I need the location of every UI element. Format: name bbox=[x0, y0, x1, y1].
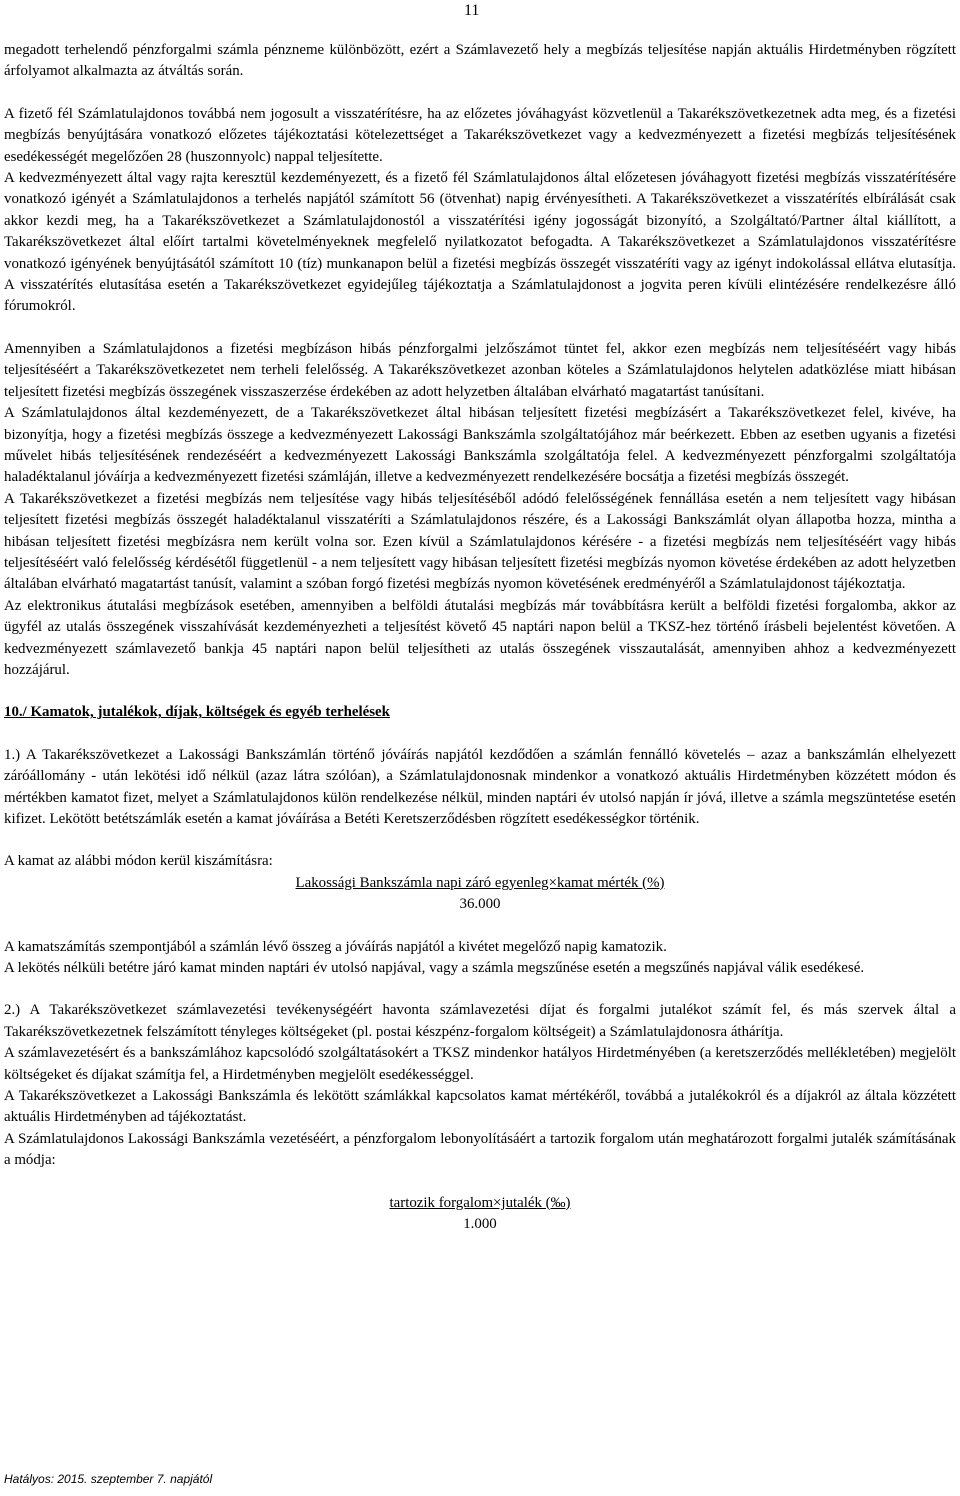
paragraph: A Számlatulajdonos által kezdeményezett, de a Takarékszövetkezet által hibásan teljesített fizetési megbízásért a Takarékszövetkezet felel, kivéve, ha bizonyítja, hogy a fizetési megbízás összege a kedvezményezett Lakossági Bankszámla szolgáltatójához már beérkezett. Ebben az esetben ugyanis a fizetési művelet hibás teljesítésének rendezéséért a kedvezményezett Lakossági Bankszámla szolgáltatója felel. A kedvezményezett pénzforgalmi szolgáltatója haladéktalanul jóváírja a kedvezményezett fizetési számláján, illetve a kedvezményezett rendelkezésére bocsátja a fizetési megbízás összegét. bbox=[4, 405, 956, 486]
page-number: 11 bbox=[464, 2, 480, 19]
paragraph: A kamat az alábbi módon kerül kiszámításra: bbox=[4, 853, 273, 870]
interest-formula bbox=[4, 873, 956, 916]
paragraph: A kedvezményezett által vagy rajta keresztül kezdeményezett, és a fizető fél Számlatulajdonos által előzetesen jóváhagyott fizetési megbízás visszatérítésére vonatkozó igényét a Számlatulajdonos a terhelés napjától számított 56 (ötvenhat) napig érvényesítheti. A Takarékszövetkezet a visszatérítés elbírálását csak akkor kezdi meg, ha a Takarékszövetkezet a Számlatulajdonostól a visszatérítési igény jogosságát bizonyító, a Szolgáltató/Partner által kiállított, a Takarékszövetkezet által előírt tartalmi követelményeknek megfelelő nyilatkozatot befogadta. A Takarékszövetkezet a Számlatulajdonos visszatérítésre vonatkozó igényének benyújtásától számított 10 (tíz) munkanapon belül a fizetési megbízás összegét visszatéríti vagy az igényt indokolással ellátva elutasítja. A visszatérítés elutasítása esetén a Takarékszövetkezet egyidejűleg tájékoztatja a Számlatulajdonost a jogvita peren kívüli elintézésére rendelkezésre álló fórumokról. bbox=[4, 170, 956, 315]
paragraph: megadott terhelendő pénzforgalmi számla pénzneme különbözött, ezért a Számlavezető hely a megbízás teljesítése napján aktuális Hirdetményben rögzített árfolyamot alkalmazta az átváltás során. bbox=[4, 42, 956, 80]
footer-effective-date: Hatályos: 2015. szeptember 7. napjától bbox=[4, 1472, 213, 1486]
paragraph: A Takarékszövetkezet a fizetési megbízás nem teljesítése vagy hibás teljesítéséből adódó felelősségének fennállása esetén a nem teljesített vagy hibásan teljesített fizetési megbízás összegét haladéktalanul visszatéríti a Számlatulajdonos részére, és a Lakossági Bankszámlát olyan állapotba hozza, mintha a hibásan teljesített fizetési megbízásra nem került volna sor. Ezen kívül a Számlatulajdonos kérésére - a fizetési megbízás nem teljesítéséért vagy hibás teljesítéséért való felelősség kérdésétől függetlenül - a nem teljesített vagy hibásan teljesített fizetési megbízás nyomon követése érdekében az adott helyzetben általában elvárható magatartást tanúsít, valamint a szóban forgó fizetési megbízás nyomon követésének eredményéről a Számlatulajdonost tájékoztatja. bbox=[4, 490, 956, 593]
paragraph: A kamatszámítás szempontjából a számlán lévő összeg a jóváírás napjától a kivétet megelőző napig kamatozik. bbox=[4, 938, 667, 955]
document-body bbox=[4, 40, 956, 1236]
formula-denominator: 36.000 bbox=[459, 896, 501, 913]
document-page bbox=[4, 0, 956, 1496]
paragraph: A Számlatulajdonos Lakossági Bankszámla vezetéséért, a pénzforgalom lebonyolításáért a tartozik forgalom után meghatározott forgalmi jutalék számításának a módja: bbox=[4, 1130, 956, 1169]
paragraph: A lekötés nélküli betétre járó kamat minden naptári év utolsó napjával, vagy a számla megszűnése esetén a megszűnés napjával válik esedékesé. bbox=[4, 960, 865, 977]
paragraph: A fizető fél Számlatulajdonos továbbá nem jogosult a visszatérítésre, ha az előzetes jóváhagyást közvetlenül a Takarékszövetkezetnek adta meg, és a fizetési megbízás benyújtására vonatkozó előzetes tájékoztatási kötelezettséget a Takarékszövetkezet vagy a kedvezményezett a fizetési megbízás teljesítésének esedékességét megelőzően 28 (huszonnyolc) nappal teljesítette. bbox=[4, 105, 956, 165]
formula-denominator: 1.000 bbox=[463, 1216, 497, 1233]
paragraph: 1.) A Takarékszövetkezet a Lakossági Bankszámlán történő jóváírás napjától kezdődően a számlán fennálló követelés – azaz a bankszámlán elhelyezett záróállomány - után lekötési idő nélkül (azaz látra szólóan), a Számlatulajdonosnak mindenkor a vonatkozó aktuális Hirdetményben közzétett módon és mértékben kamatot fizet, melyet a Számlatulajdonos külön rendelkezése nélkül, minden naptári év utolsó napján ír jóvá, illetve a számla megszüntetése esetén kifizet. Lekötött betétszámlák esetén a kamat jóváírása a Betéti Keretszerződésben rögzített esedékességkor történik. bbox=[4, 746, 956, 827]
section-heading: 10./ Kamatok, jutalékok, díjak, költségek és egyéb terhelések bbox=[4, 704, 390, 721]
paragraph: Amennyiben a Számlatulajdonos a fizetési megbízáson hibás pénzforgalmi jelzőszámot tüntet fel, akkor ezen megbízás nem teljesítéséért vagy hibás teljesítéséért a Takarékszövetkezetet nem terheli felelősség. A Takarékszövetkezet azonban köteles a Számlatulajdonos helytelen adatközlése miatt hibásan teljesített fizetési megbízás összegének visszaszerzése érdekében az adott helyzetben általában elvárható magatartást tanúsítani. bbox=[4, 340, 956, 400]
paragraph: 2.) A Takarékszövetkezet számlavezetési tevékenységéért havonta számlavezetési díjat és forgalmi jutalékot számít fel, és más szervek által a Takarékszövetkezetnek felszámított tényleges költségeket (pl. postai készpénz-forgalom költségeit) a Számlatulajdonosra áthárítja. bbox=[4, 1002, 956, 1040]
paragraph: Az elektronikus átutalási megbízások esetében, amennyiben a belföldi átutalási megbízás már továbbításra került a belföldi fizetési forgalomba, akkor az ügyfél az utalás összegének visszahívását kezdeményezheti a teljesítést követő 45 naptári napon belül a TKSZ-hez történő írásbeli bejelentést követően. A kedvezményezett számlavezető bankja 45 naptári napon belül teljesítheti az utalás összegének visszautalását, amennyiben ahhoz a kedvezményezett hozzájárul. bbox=[4, 597, 956, 678]
formula-numerator: Lakossági Bankszámla napi záró egyenleg×kamat mérték (%) bbox=[295, 874, 665, 891]
commission-formula bbox=[4, 1193, 956, 1236]
paragraph: A Takarékszövetkezet a Lakossági Bankszámla és lekötött számlákkal kapcsolatos kamat mértékéről, továbbá a jutalékokról és a díjakról az általa közzétett aktuális Hirdetményben ad tájékoztatást. bbox=[4, 1088, 956, 1126]
paragraph: A számlavezetésért és a bankszámlához kapcsolódó szolgáltatásokért a TKSZ mindenkor hatályos Hirdetményében (a keretszerződés mellékletében) megjelölt költségeket és díjakat számítja fel, a Hirdetményben megjelölt esedékességgel. bbox=[4, 1045, 956, 1083]
formula-numerator: tartozik forgalom×jutalék (‰) bbox=[389, 1194, 571, 1211]
